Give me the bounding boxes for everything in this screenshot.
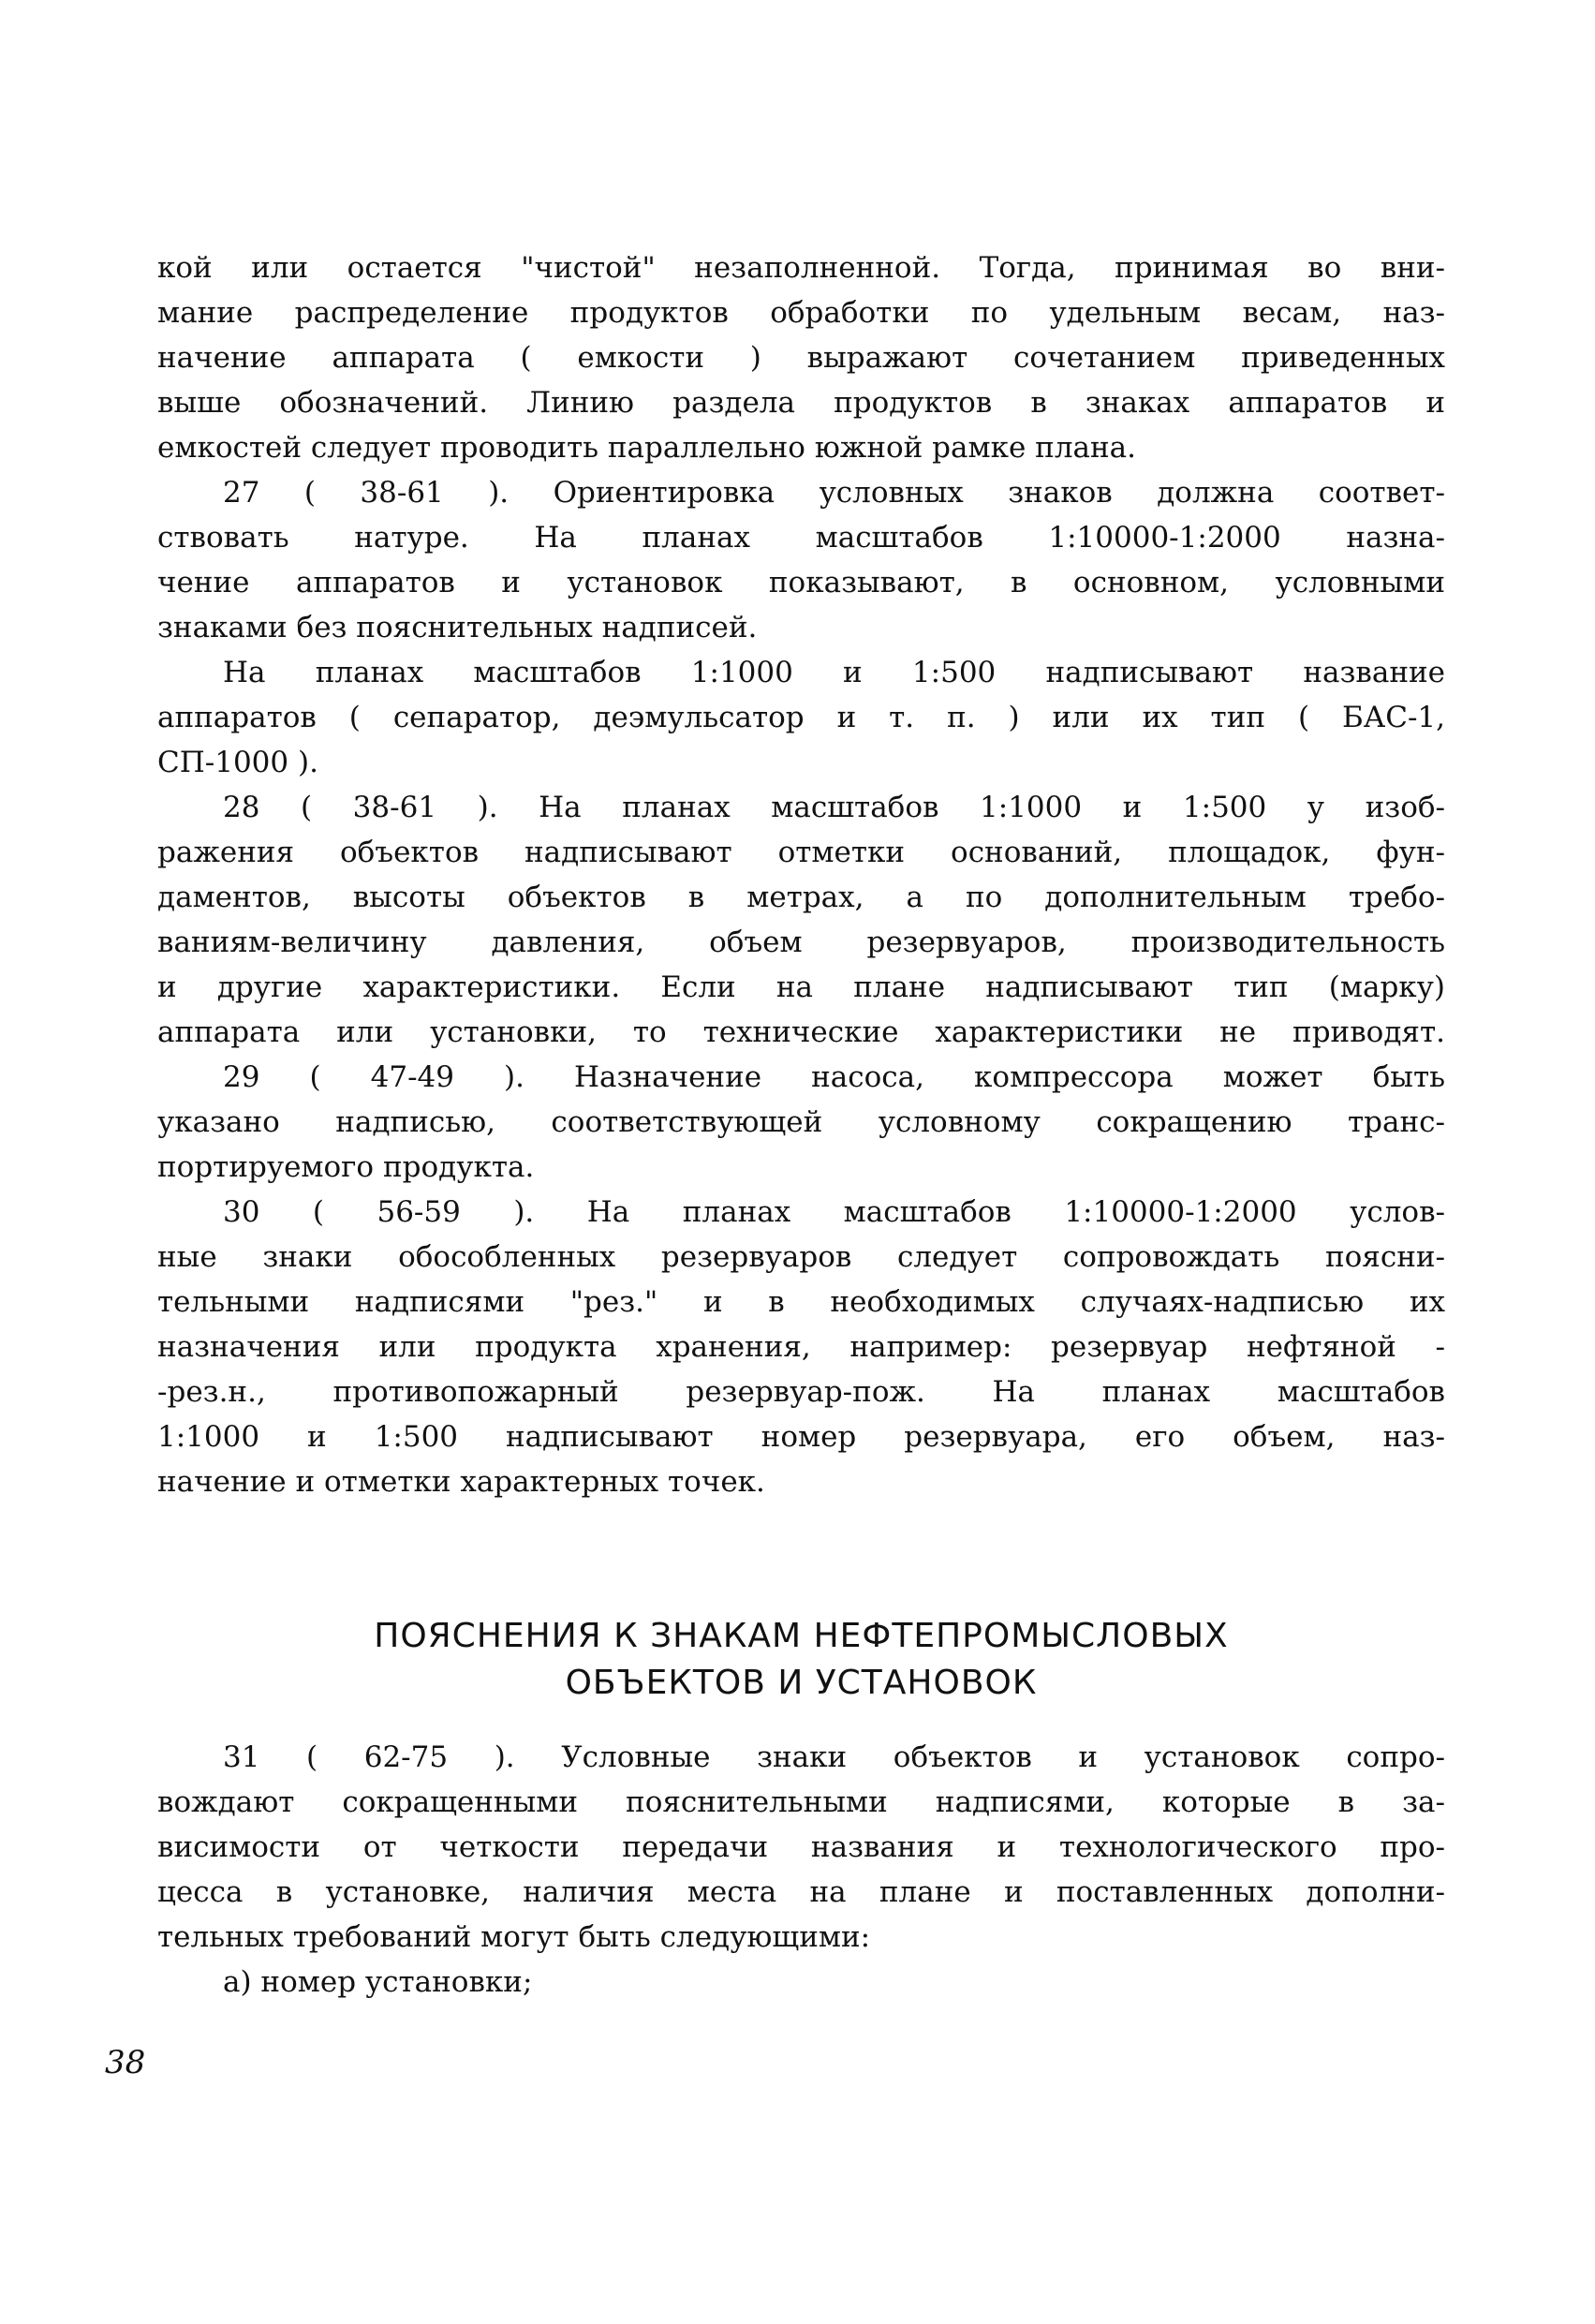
- text-line: аппарата или установки, то технические характеристики не приводят.: [157, 1015, 1445, 1049]
- text-line: ражения объектов надписывают отметки оснований, площадок, фун-: [157, 836, 1445, 869]
- text-line: чение аппаратов и установок показывают, в основном, условными: [157, 566, 1445, 600]
- text-line: тельными надписями "рез." и в необходимых случаях-надписью их: [157, 1285, 1445, 1319]
- text-line: знаками без пояснительных надписей.: [157, 611, 758, 644]
- text-line: цесса в установке, наличия места на плане и поставленных дополни-: [157, 1875, 1445, 1909]
- text-line: и другие характеристики. Если на плане надписывают тип (марку): [157, 970, 1445, 1004]
- text-line: -рез.н., противопожарный резервуар-пож. На планах масштабов: [157, 1375, 1445, 1409]
- paragraph-28: [157, 785, 1445, 1055]
- paragraph-continuation: [157, 245, 1445, 470]
- paragraph-29: [157, 1055, 1445, 1190]
- text-line: 30 ( 56-59 ). На планах масштабов 1:10000-1:2000 услов-: [223, 1195, 1445, 1229]
- text-line: начение и отметки характерных точек.: [157, 1465, 765, 1499]
- section-title: [157, 1613, 1445, 1707]
- text-line: 27 ( 38-61 ). Ориентировка условных знаков должна соответ-: [223, 476, 1445, 510]
- text-line: висимости от четкости передачи названия и технологического про-: [157, 1830, 1445, 1864]
- text-line: начение аппарата ( емкости ) выражают сочетанием приведенных: [157, 341, 1445, 375]
- text-line: даментов, высоты объектов в метрах, а по дополнительным требо-: [157, 881, 1445, 914]
- text-line: ствовать натуре. На планах масштабов 1:10000-1:2000 назна-: [157, 521, 1445, 555]
- text-line: назначения или продукта хранения, например: резервуар нефтяной -: [157, 1330, 1445, 1364]
- text-line: 29 ( 47-49 ). Назначение насоса, компрессора может быть: [223, 1060, 1445, 1094]
- text-line: тельных требований могут быть следующими:: [157, 1920, 871, 1954]
- text-line: ные знаки обособленных резервуаров следует сопровождать поясни-: [157, 1240, 1445, 1274]
- text-line: вождают сокращенными пояснительными надписями, которые в за-: [157, 1785, 1445, 1819]
- paragraph-31: [157, 1735, 1445, 2005]
- text-line: портируемого продукта.: [157, 1150, 535, 1184]
- text-line: кой или остается "чистой" незаполненной. Тогда, принимая во вни-: [157, 251, 1445, 285]
- list-item: а) номер установки;: [223, 1965, 533, 1999]
- text-line: указано надписью, соответствующей условному сокращению транс-: [157, 1105, 1445, 1139]
- section-title-line: ПОЯСНЕНИЯ К ЗНАКАМ НЕФТЕПРОМЫСЛОВЫХ: [374, 1617, 1229, 1655]
- text-line: выше обозначений. Линию раздела продуктов в знаках аппаратов и: [157, 386, 1445, 420]
- text-line: СП-1000 ).: [157, 746, 318, 779]
- text-line: емкостей следует проводить параллельно южной рамке плана.: [157, 431, 1137, 465]
- text-line: мание распределение продуктов обработки по удельным весам, наз-: [157, 296, 1445, 330]
- text-line: аппаратов ( сепаратор, деэмульсатор и т. п. ) или их тип ( БАС-1,: [157, 701, 1445, 734]
- text-line: 1:1000 и 1:500 надписывают номер резервуара, его объем, наз-: [157, 1420, 1445, 1454]
- text-line: На планах масштабов 1:1000 и 1:500 надписывают название: [223, 656, 1445, 689]
- text-line: 31 ( 62-75 ). Условные знаки объектов и установок сопро-: [223, 1740, 1445, 1774]
- paragraph-27-continued: [157, 650, 1445, 785]
- text-line: 28 ( 38-61 ). На планах масштабов 1:1000 и 1:500 у изоб-: [223, 791, 1445, 824]
- paragraph-27: [157, 470, 1445, 650]
- page-number: 38: [105, 2044, 146, 2081]
- section-title-line: ОБЪЕКТОВ И УСТАНОВОК: [565, 1664, 1038, 1702]
- text-line: ваниям-величину давления, объем резервуаров, производительность: [157, 925, 1445, 959]
- paragraph-30: [157, 1190, 1445, 1504]
